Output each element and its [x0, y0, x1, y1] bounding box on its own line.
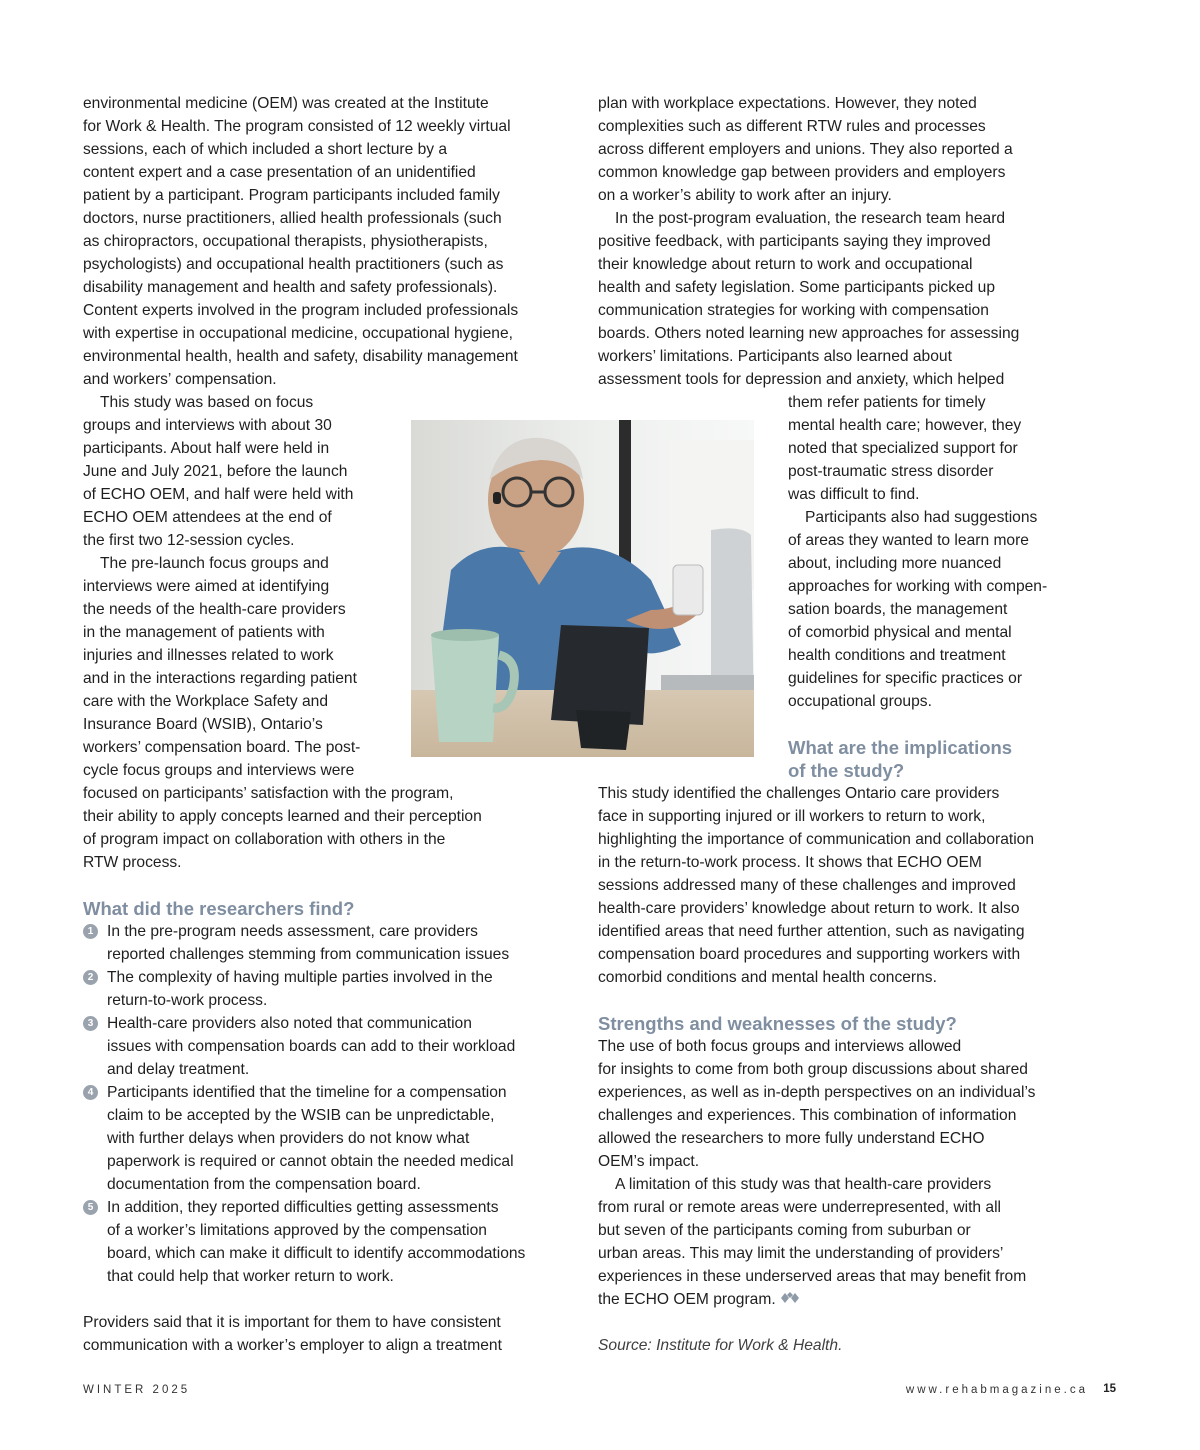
text-line: identified areas that need further attention, such as navigating	[598, 923, 1025, 940]
text-line: The pre-launch focus groups and	[100, 555, 329, 572]
text-line: focused on participants’ satisfaction with the program,	[83, 785, 454, 802]
text-line: In the post-program evaluation, the research team heard	[615, 210, 1006, 227]
paragraph-strengths	[598, 1035, 1088, 1173]
text-line: as chiropractors, occupational therapists, physiotherapists,	[83, 233, 488, 250]
text-line: of comorbid physical and mental	[788, 624, 1012, 641]
finding-item	[83, 1196, 573, 1288]
text-line: comorbid conditions and mental health concerns.	[598, 969, 937, 986]
paragraph-limitation	[598, 1173, 1088, 1311]
text-line: The use of both focus groups and interviews allowed	[598, 1038, 962, 1055]
text-line: claim to be accepted by the WSIB can be unpredictable,	[107, 1107, 495, 1124]
text-line: the first two 12-session cycles.	[83, 532, 295, 549]
number-badge: 5	[83, 1200, 98, 1215]
text-line: positive feedback, with participants saying they improved	[598, 233, 991, 250]
text-line: patient by a participant. Program participants included family	[83, 187, 500, 204]
heading-strengths: Strengths and weaknesses of the study?	[598, 1013, 957, 1034]
text-line: workers’ compensation board. The post-	[83, 739, 361, 756]
text-line: post-traumatic stress disorder	[788, 463, 994, 480]
paragraph-program	[83, 92, 573, 391]
text-line: their ability to apply concepts learned and their perception	[83, 808, 482, 825]
heading-implications	[598, 736, 1088, 782]
text-line: content expert and a case presentation of an unidentified	[83, 164, 476, 181]
number-badge: 1	[83, 924, 98, 939]
text-line: about, including more nuanced	[788, 555, 1002, 572]
text-line: board, which can make it difficult to identify accommodations	[107, 1245, 526, 1262]
page-number: 15	[1103, 1383, 1116, 1395]
text-line: return-to-work process.	[107, 992, 268, 1009]
number-badge: 2	[83, 970, 98, 985]
text-line: with further delays when providers do not know what	[107, 1130, 470, 1147]
finding-item	[83, 1012, 573, 1081]
text-line: experiences in these underserved areas that may benefit from	[598, 1268, 1027, 1285]
text-line: face in supporting injured or ill workers to return to work,	[598, 808, 986, 825]
text-line: workers’ limitations. Participants also learned about	[598, 348, 952, 365]
text-line: and workers’ compensation.	[83, 371, 277, 388]
text-line: This study was based on focus	[100, 394, 314, 411]
text-line: care with the Workplace Safety and	[83, 693, 329, 710]
text-line: paperwork is required or cannot obtain the needed medical	[107, 1153, 514, 1170]
text-line: that could help that worker return to work.	[107, 1268, 394, 1285]
heading-findings: What did the researchers find?	[83, 898, 355, 919]
paragraph-post-program	[598, 207, 1088, 506]
text-line: participants. About half were held in	[83, 440, 330, 457]
heading-line: of the study?	[788, 760, 905, 781]
text-line: reported challenges stemming from communication issues	[107, 946, 510, 963]
finding-item	[83, 966, 573, 1012]
text-line: Health-care providers also noted that communication	[107, 1015, 472, 1032]
text-line: the ECHO OEM program.	[598, 1291, 776, 1308]
findings-list	[83, 920, 573, 1288]
text-line: boards. Others noted learning new approaches for assessing	[598, 325, 1020, 342]
text-line: mental health care; however, they	[788, 417, 1022, 434]
text-line: across different employers and unions. They also reported a	[598, 141, 1013, 158]
text-line: noted that specialized support for	[788, 440, 1018, 457]
paragraph-implications	[598, 782, 1088, 989]
text-line: urban areas. This may limit the understanding of providers’	[598, 1245, 1004, 1262]
text-line: Participants also had suggestions	[805, 509, 1038, 526]
paragraph-rtw-plan	[598, 92, 1088, 207]
text-line: but seven of the participants coming from suburban or	[598, 1222, 971, 1239]
text-line: Participants identified that the timeline for a compensation	[107, 1084, 507, 1101]
text-line: and in the interactions regarding patient	[83, 670, 357, 687]
text-line: challenges and experiences. This combination of information	[598, 1107, 1017, 1124]
text-line: health conditions and treatment	[788, 647, 1006, 664]
text-line: for Work & Health. The program consisted of 12 weekly virtual	[83, 118, 511, 135]
text-line: with expertise in occupational medicine, occupational hygiene,	[83, 325, 513, 342]
text-line: and delay treatment.	[107, 1061, 250, 1078]
text-line: A limitation of this study was that health-care providers	[615, 1176, 992, 1193]
text-line: approaches for working with compen-	[788, 578, 1048, 595]
text-line: plan with workplace expectations. However, they noted	[598, 95, 977, 112]
text-line: experiences, as well as in-depth perspectives on an individual’s	[598, 1084, 1036, 1101]
text-line: OEM’s impact.	[598, 1153, 700, 1170]
text-line: compensation board procedures and supporting workers with	[598, 946, 1021, 963]
heading-line: What are the implications	[788, 737, 1013, 758]
text-line: environmental medicine (OEM) was created at the Institute	[83, 95, 489, 112]
text-line: their knowledge about return to work and occupational	[598, 256, 973, 273]
text-line: disability management and health and safety professionals).	[83, 279, 498, 296]
text-line: In the pre-program needs assessment, care providers	[107, 923, 478, 940]
text-line: issues with compensation boards can add to their workload	[107, 1038, 516, 1055]
number-badge: 3	[83, 1016, 98, 1031]
end-of-article-icon	[780, 1288, 800, 1311]
text-line: In addition, they reported difficulties getting assessments	[107, 1199, 499, 1216]
text-line: interviews were aimed at identifying	[83, 578, 330, 595]
number-badge: 4	[83, 1085, 98, 1100]
text-line: for insights to come from both group discussions about shared	[598, 1061, 1028, 1078]
text-line: of ECHO OEM, and half were held with	[83, 486, 354, 503]
text-line: groups and interviews with about 30	[83, 417, 332, 434]
text-line: on a worker’s ability to work after an injury.	[598, 187, 892, 204]
text-line: communication strategies for working with compensation	[598, 302, 989, 319]
text-line: Providers said that it is important for them to have consistent	[83, 1314, 501, 1331]
paragraph-suggestions	[598, 506, 1088, 713]
paragraph-providers	[83, 1311, 573, 1357]
text-line: psychologists) and occupational health practitioners (such as	[83, 256, 504, 273]
text-line: cycle focus groups and interviews were	[83, 762, 355, 779]
finding-item	[83, 1081, 573, 1196]
text-line: sessions addressed many of these challenges and improved	[598, 877, 1016, 894]
text-line: environmental health, health and safety, disability management	[83, 348, 518, 365]
text-line: health-care providers’ knowledge about return to work. It also	[598, 900, 1020, 917]
text-line: June and July 2021, before the launch	[83, 463, 348, 480]
text-line: communication with a worker’s employer to align a treatment	[83, 1337, 502, 1354]
text-line: guidelines for specific practices or	[788, 670, 1023, 687]
text-line: was difficult to find.	[788, 486, 920, 503]
finding-item	[83, 920, 573, 966]
text-line: of areas they wanted to learn more	[788, 532, 1029, 549]
text-line: The complexity of having multiple parties involved in the	[107, 969, 493, 986]
right-column	[598, 92, 1088, 1357]
text-line: allowed the researchers to more fully understand ECHO	[598, 1130, 985, 1147]
text-line: ECHO OEM attendees at the end of	[83, 509, 332, 526]
text-line: them refer patients for timely	[788, 394, 986, 411]
text-line: of program impact on collaboration with others in the	[83, 831, 446, 848]
footer-website[interactable]: www.rehabmagazine.ca	[905, 1384, 1088, 1396]
text-line: health and safety legislation. Some participants picked up	[598, 279, 996, 296]
text-line: the needs of the health-care providers	[83, 601, 346, 618]
text-line: documentation from the compensation board.	[107, 1176, 421, 1193]
text-line: complexities such as different RTW rules and processes	[598, 118, 986, 135]
text-line: doctors, nurse practitioners, allied health professionals (such	[83, 210, 502, 227]
text-line: assessment tools for depression and anxiety, which helped	[598, 371, 1005, 388]
text-line: in the return-to-work process. It shows that ECHO OEM	[598, 854, 982, 871]
text-line: sessions, each of which included a short lecture by a	[83, 141, 448, 158]
text-line: injuries and illnesses related to work	[83, 647, 334, 664]
text-line: Content experts involved in the program included professionals	[83, 302, 519, 319]
text-line: common knowledge gap between providers and employers	[598, 164, 1006, 181]
text-line: from rural or remote areas were underrepresented, with all	[598, 1199, 1002, 1216]
text-line: RTW process.	[83, 854, 182, 871]
text-line: highlighting the importance of communication and collaboration	[598, 831, 1035, 848]
footer-issue: WINTER 2025	[83, 1384, 191, 1396]
text-line: Insurance Board (WSIB), Ontario’s	[83, 716, 323, 733]
text-line: This study identified the challenges Ontario care providers	[598, 785, 1000, 802]
text-line: sation boards, the management	[788, 601, 1008, 618]
text-line: in the management of patients with	[83, 624, 325, 641]
text-line: occupational groups.	[788, 693, 932, 710]
text-line: of a worker’s limitations approved by the compensation	[107, 1222, 487, 1239]
source-credit: Source: Institute for Work & Health.	[598, 1337, 843, 1354]
